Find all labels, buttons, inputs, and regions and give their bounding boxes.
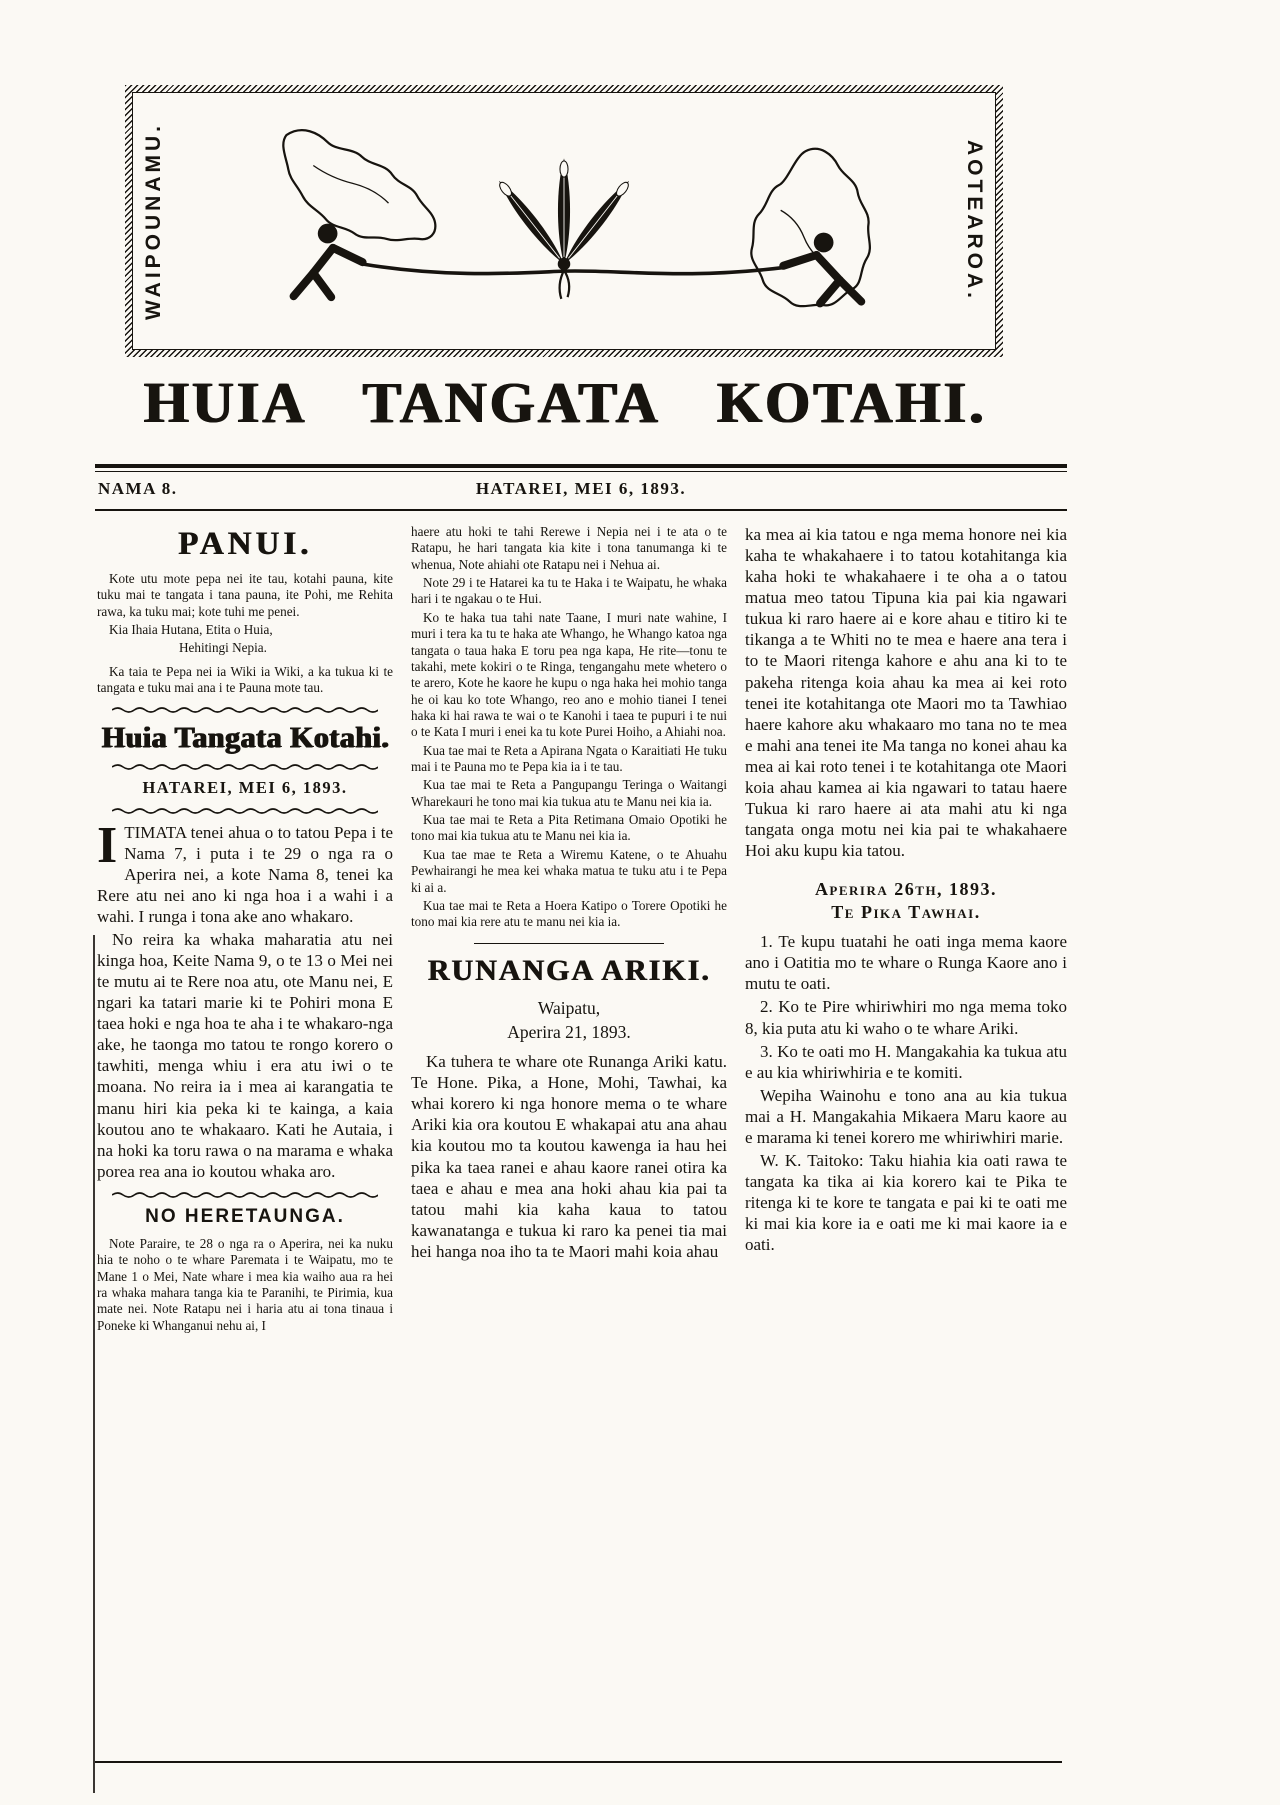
- editorial-paragraph: No reira ka whaka maharatia atu nei kinga hoa, Keite Nama 9, o te 13 o Mei nei te mutu ai te Rere noa atu, ote Manu nei, E ngari ka tatari marie ki te Pohiri mona E taea hoki e nga hoa te aha i te whakaro-nga ake, he taonga mo tatou te rongo korero o tawhiti, menga whiu i era atu iwi o te moana. No reira ia i mea ai karangatia te manu hiri kia peka ki te kainga, a kaia koutou ano te whakaaro. Kati he Autaia, i na hoki ka toru rawa o na marama e whaka porea rea ana io koutou whaka aro.: [97, 929, 393, 1181]
- wavy-divider: [112, 1191, 378, 1199]
- meeting-item: 2. Ko te Pire whiriwhiri mo nga mema toko 8, kia puta atu ki waho o te whare Ariki.: [745, 997, 1067, 1038]
- runanga-ariki-heading: RUNANGA ARIKI.: [427, 954, 711, 988]
- masthead-left-label-wrap: [142, 93, 166, 349]
- news-paragraph: Ko te haka tua tahi nate Taane, I muri nate wahine, I muri i tera ka tu te haka ate Whango, he Whango katoa nga tangata o taua haka E toru pea nga kapa, He rite—tonu te takahi, mete kokiri o te Ringa, tengangahu mete whetero o te arero, Kote he kaore he kupu o nga haka hei mohio tanga he oi kau ko tote Whango, reo ano e mohio tianei I tenei haka ki hai rawa te wai o te Kanohi i taea te pupuri i te nui o te Kata I muri i enei ka tu kote Purei Hoiho, a Ahiahi noa.: [411, 609, 727, 740]
- dropcap-letter: I: [97, 816, 118, 874]
- runanga-body: Ka tuhera te whare ote Runanga Ariki katu. Te Hone. Pika, a Hone, Mohi, Tawhai, ka whai korero ki nga honore mema o te whare Ariki kia ora koutou E whakapai atu ana ahau kia koutou mo ta koutou kawenga ia hau hei pika ka taea ranei e ahau kaore ranei otira ka taea e ahau e mea ana hoki ahau kia pai ta tatou mahi kia kaha kaua to tatou kawanatanga e tukua ki raro ka penei tia mai hei hanga noa iho ta te Maori mahi koia ahau: [411, 1052, 727, 1261]
- column-3: [745, 524, 1067, 1257]
- runanga-place: Waipatu,: [537, 998, 601, 1019]
- issue-row: [95, 479, 1067, 503]
- lead-text: TIMATA tenei ahua o to tatou Pepa i te Nama 7, i puta i te 29 o nga ra o Aperira nei, a kote Nama 8, tenei ka Rere atu nei ano ki nga hoa i a wahi i a wahi. I runga i tona ake ano whakaro.: [97, 822, 393, 926]
- heretaunga-heading: NO HERETAUNGA.: [145, 1205, 345, 1227]
- meeting-date-heading: Aperira 26th, 1893.: [814, 879, 998, 900]
- meeting-item: 1. Te kupu tuatahi he oati inga mema kaore ano i Oatitia mo te whare o Runga Kaore ano i mutu te oati.: [745, 932, 1067, 994]
- meeting-item: 3. Ko te oati mo H. Mangakahia ka tukua atu e au kia whiriwhiria e te komiti.: [745, 1041, 1067, 1082]
- left-figure-head: [318, 224, 338, 244]
- wavy-divider: [112, 763, 378, 771]
- issue-number: NAMA 8.: [98, 479, 178, 498]
- right-figure-head: [814, 233, 834, 253]
- masthead-border: [132, 92, 996, 350]
- issue-row-rule: [95, 509, 1067, 511]
- runanga-date: Aperira 21, 1893.: [507, 1022, 631, 1043]
- north-island-outline: [751, 149, 870, 306]
- rope-knot: [558, 258, 571, 271]
- section-rule: [474, 943, 664, 945]
- waipounamu-label: WAIPOUNAMU.: [142, 122, 165, 320]
- left-figure: [294, 248, 363, 297]
- news-paragraph: Note 29 i te Hatarei ka tu te Haka i te Waipatu, he whaka hari i te ngakau o te Hui.: [411, 575, 727, 607]
- panui-heading: PANUI.: [177, 526, 313, 562]
- letter-notice: Kua tae mai te Reta a Pangupangu Teringa o Waitangi Wharekauri he tono mai kia tukua atu te Manu nei kia ia.: [411, 777, 727, 809]
- rope: [363, 264, 784, 274]
- letter-notice: Kua tae mae te Reta a Wiremu Katene, o te Ahuahu Pewhairangi he mea kei whaka matua te tuku atu i te Pepa ki ai a.: [411, 846, 727, 895]
- masthead-right-label-wrap: [962, 93, 986, 349]
- panui-note: Ka taia te Pepa nei ia Wiki ia Wiki, a ka tukua ki te tangata e tuku mai ana i te Pauna mote tau.: [97, 663, 393, 696]
- letter-notice: Kua tae mai te Reta a Pita Retimana Omaio Opotiki he tono mai kia tukua atu te Manu nei kia ia.: [411, 812, 727, 844]
- huia-feathers: [494, 158, 634, 299]
- wavy-divider: [112, 706, 378, 714]
- south-island-hatch: [313, 165, 388, 203]
- column-dateline: HATAREI, MEI 6, 1893.: [142, 777, 348, 797]
- letter-notice: Kua tae mai te Reta a Hoera Katipo o Torere Opotiki he tono mai kia rere atu te manu nei kia ia.: [411, 897, 727, 930]
- letter-notice: Kua tae mai te Reta a Apirana Ngata o Karaitiati He tuku mai i te Pauna mo te Pepa kia ia i te tau.: [411, 742, 727, 775]
- column-1: [97, 524, 393, 1336]
- panui-signature-1: Kia Ihaia Hutana, Etita o Huia,: [109, 622, 273, 638]
- wepiha-paragraph: Wepiha Wainohu e tono ana au kia tukua mai a H. Mangakahia Mikaera Maru kaore au e marama ki tenei korero me whiriwhiri marie.: [745, 1085, 1067, 1147]
- wavy-divider: [112, 807, 378, 815]
- article-columns: [97, 524, 1067, 1336]
- panui-signature-2: Hehitingi Nepia.: [179, 640, 267, 656]
- page-edge-line: [93, 935, 95, 1793]
- right-figure: [783, 255, 861, 303]
- lead-paragraph: [97, 816, 393, 927]
- title-rule-thin: [95, 471, 1067, 472]
- meeting-subject-heading: Te Pika Tawhai.: [831, 902, 981, 923]
- bottom-rule: [95, 1761, 1062, 1763]
- panui-body: Kote utu mote pepa nei ite tau, kotahi pauna, kite tuku mai te tangata i tana pauna, ite Pohi, me Rehita rawa, ka tuku mai; kote tuhi me penei.: [97, 571, 393, 619]
- runanga-continuation: ka mea ai kia tatou e nga mema honore nei kia kaha te whakahaere i to tatou kotahitanga kia kaha hoki te whakahaere i te oha a o tatou matua meo tatou Tipuna kia pai kia ngawari tukua ki raro haere ai e kore ahau e titiro ki te tikanga a te Whiti no te mea e haere ana tera i to te Maori ritenga kahore e ahu ana ki to te pakeha ritenga koia ahau ka mea ai kei roto tenei ite kotahitanga ote Maori mo ta Tawhiao haere kahore aku whakaaro mo tana no te mea e mahi ana tenei ite Ma tanga no konei ahau ka mea ai kai roto tenei i te kotahitanga ote Maori koia ahau kamea ai kia ngawari to tatau haere Tukua ki raro haere ai ata mahi atu ki nga tangata onga motu nei kia pai te whakahaere Hoi aku kupu kia tatou.: [745, 525, 1067, 861]
- newspaper-title: HUIA TANGATA KOTAHI.: [143, 370, 987, 435]
- news-paragraph: haere atu hoki te tahi Rerewe i Nepia nei i te ata o te Ratapu, he hari tangata kia kite i tona tanumanga ki te whenua, Note ahiahi ote Ratapu nei i Nehua ai.: [411, 524, 727, 572]
- masthead-illustration-tug-of-war-huia-feathers: [179, 99, 949, 343]
- masthead: [125, 85, 1003, 357]
- heretaunga-body: Note Paraire, te 28 o nga ra o Aperira, nei ka nuku hia te noho o te whare Paremata i te Waipatu, mo te Mane 1 o Mei, Nate whare i mea kia waiho aua ra hei ra whaka mahara tanga kia te Paranihi, te Pirimia, kua mate nei. Note Ratapu nei i haria atu ai tona tinaua i Poneke ki Whanganui nehu ai, I: [97, 1235, 393, 1333]
- issue-date: HATAREI, MEI 6, 1893.: [475, 479, 687, 498]
- aotearoa-label: AOTEAROA.: [963, 140, 986, 302]
- column-nameplate: Huia Tangata Kotahi.: [101, 720, 389, 754]
- column-2: [411, 524, 727, 1264]
- title-rule-heavy: [95, 464, 1067, 468]
- taitoko-paragraph: W. K. Taitoko: Taku hiahia kia oati rawa te tangata ka tika ai kia korero kai te Pika te ritenga ki te kore te tangata e pai ki te oati me ki mai kia kore ia e oati me ki mai kaore ia e oati.: [745, 1151, 1067, 1255]
